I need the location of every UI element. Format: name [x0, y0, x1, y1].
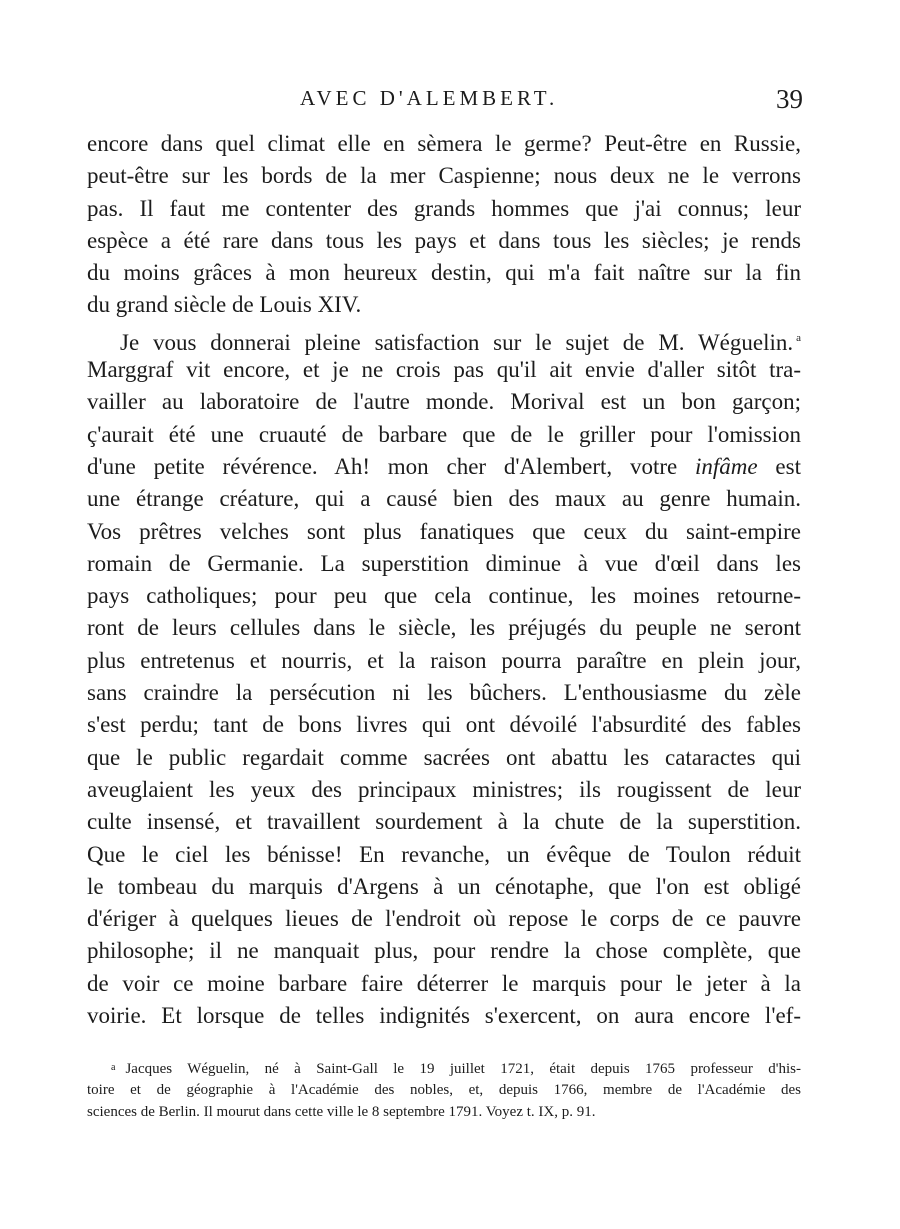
running-head [0, 86, 900, 118]
text-line: pays catholiques; pour peu que cela continue, les moines retourne- [87, 583, 801, 609]
footnote-marker: a [796, 331, 801, 344]
text-line: s'est perdu; tant de bons livres qui ont dévoilé l'absurdité des fables [87, 712, 801, 738]
text-line: romain de Germanie. La superstition diminue à vue d'œil dans les [87, 550, 801, 576]
text-line: encore dans quel climat elle en sèmera le germe? Peut-être en Russie, [87, 131, 801, 156]
text-line: du moins grâces à mon heureux destin, qui m'a fait naître sur la fin [87, 260, 801, 286]
text-line: ront de leurs cellules dans le siècle, les préjugés du peuple ne seront [87, 615, 801, 641]
footnote-line [87, 1057, 801, 1079]
footnote-line: toire et de géographie à l'Académie des nobles, et, depuis 1766, membre de l'Académie des [87, 1082, 801, 1098]
text-line: sans craindre la persécution ni les bûchers. L'enthousiasme du zèle [87, 680, 801, 706]
text-line: Vos prêtres velches sont plus fanatiques que ceux du saint-empire [87, 518, 801, 544]
text-line: ç'aurait été une cruauté de barbare que de le griller pour l'omission [87, 421, 801, 447]
text-line: que le public regardait comme sacrées ont abattu les cataractes qui [87, 744, 801, 770]
text-line: peut-être sur les bords de la mer Caspienne; nous deux ne le verrons [87, 163, 801, 189]
page-number: 39 [776, 84, 803, 114]
text-line: voirie. Et lorsque de telles indignités s'exercent, on aura encore l'ef- [87, 1003, 801, 1029]
text-line: philosophe; il ne manquait plus, pour rendre la chose complète, que [87, 938, 801, 964]
running-title: AVEC D'ALEMBERT. [300, 86, 559, 110]
italic-word: infâme [695, 453, 758, 479]
text-line: du grand siècle de Louis XIV. [87, 292, 362, 318]
text-segment: d'une petite révérence. Ah! mon cher d'Alembert, votre [87, 453, 678, 479]
footnote-text: Jacques Wéguelin, né à Saint-Gall le 19 juillet 1721, était depuis 1765 professeur d'his- [125, 1061, 801, 1077]
text-line: d'ériger à quelques lieues de l'endroit où repose le corps de ce pauvre [87, 906, 801, 932]
text-line: vailler au laboratoire de l'autre monde. Morival est un bon garçon; [87, 389, 801, 415]
text-segment: est [757, 453, 801, 479]
text-line: le tombeau du marquis d'Argens à un cénotaphe, que l'on est obligé [87, 873, 801, 899]
letter-body [87, 128, 801, 1032]
text-line: de voir ce moine barbare faire déterrer le marquis pour le jeter à la [87, 970, 801, 996]
text-line: pas. Il faut me contenter des grands hommes que j'ai connus; leur [87, 195, 801, 221]
text-line: espèce a été rare dans tous les pays et dans tous les siècles; je rends [87, 227, 801, 253]
text-line: culte insensé, et travaillent sourdement à la chute de la superstition. [87, 809, 801, 835]
text-line: Marggraf vit encore, et je ne crois pas qu'il ait envie d'aller sitôt tra- [87, 357, 801, 383]
text-segment: Je vous donnerai pleine satisfaction sur le sujet de M. Wéguelin. [120, 329, 794, 355]
footnote-line: sciences de Berlin. Il mourut dans cette ville le 8 septembre 1791. Voyez t. IX, p. 91. [87, 1104, 596, 1120]
text-line: aveuglaient les yeux des principaux ministres; ils rougissent de leur [87, 776, 801, 802]
text-line: Que le ciel les bénisse! En revanche, un évêque de Toulon réduit [87, 841, 801, 867]
text-line [87, 451, 801, 483]
text-line: plus entretenus et nourris, et la raison pourra paraître en plein jour, [87, 647, 801, 673]
footnote [87, 1057, 801, 1123]
footnote-letter: a [111, 1062, 116, 1073]
text-line [87, 322, 801, 354]
text-line: une étrange créature, qui a causé bien des maux au genre humain. [87, 486, 801, 512]
